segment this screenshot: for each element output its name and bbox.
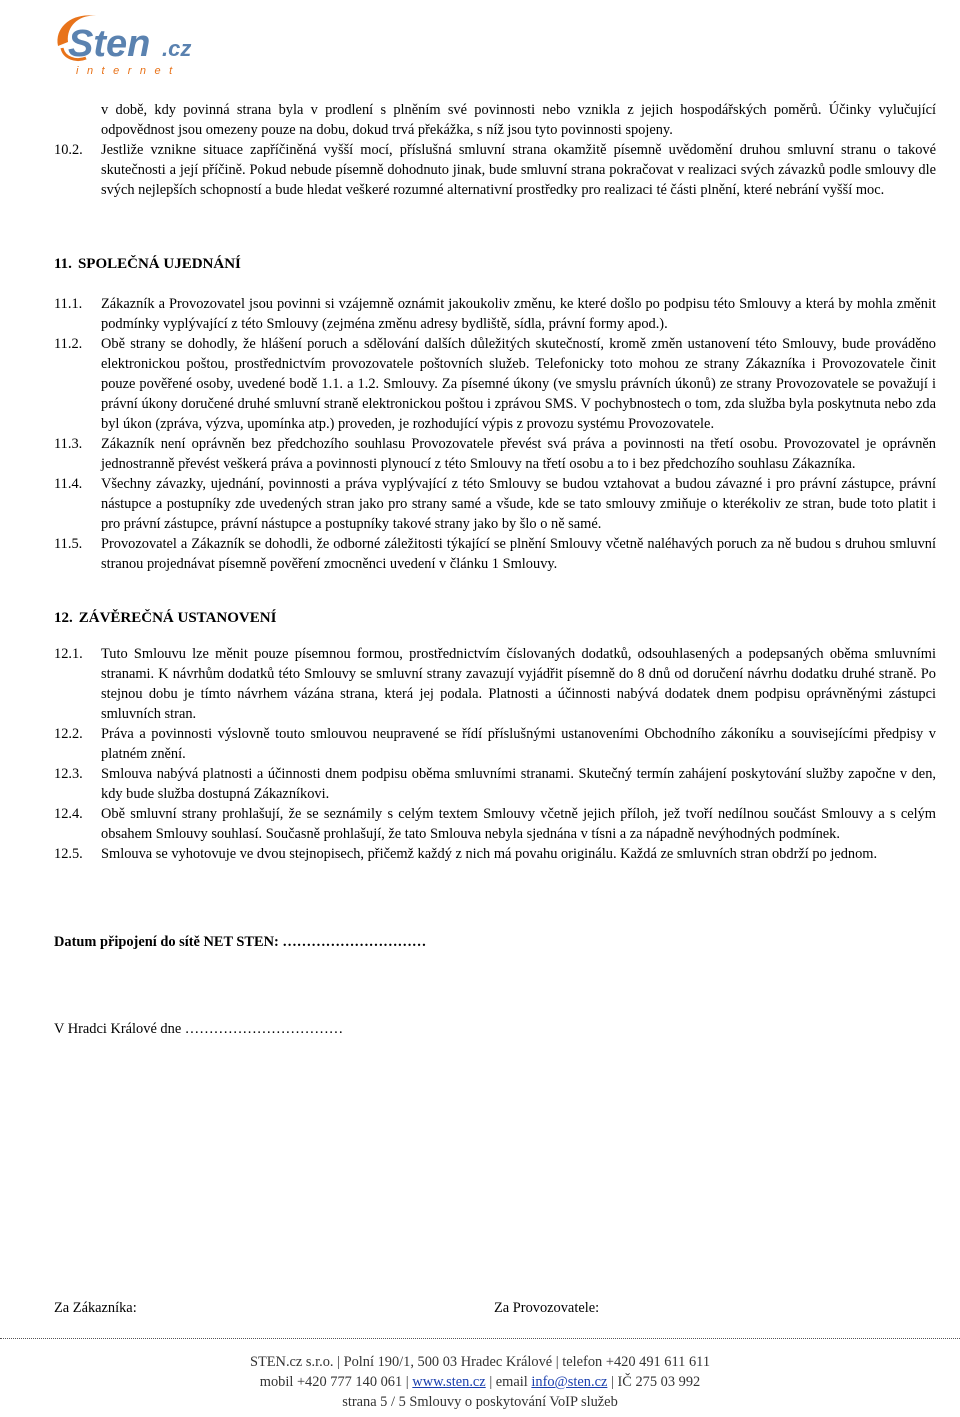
clause-12-1 <box>54 644 936 724</box>
clause-text: Obě smluvní strany prohlašují, že se seznámily s celým textem Smlouvy včetně jejich příloh, jež tvoří nedílnou součást Smlouvy a s celým obsahem Smlouvy souhlasí. Současně prohlašují, že tato Smlouva nebyla sjednána v tísni a za nápadně nevýhodných podmínek. <box>101 806 936 842</box>
clause-11-3 <box>54 434 936 474</box>
clause-number: 11.2. <box>54 336 83 352</box>
footer-contact-line <box>0 1372 960 1392</box>
footer-company-line: STEN.cz s.r.o. | Polní 190/1, 500 03 Hradec Králové | telefon +420 491 611 611 <box>249 1354 711 1370</box>
clause-text: Provozovatel a Zákazník se dohodli, že odborné záležitosti týkající se plnění Smlouvy včetně naléhavých poruch za ně budou s druhou smluvní stranou projednávat písemně pověření zmocněnci uvedení v článku 1 Smlouvy. <box>101 536 936 572</box>
clause-text: Jestliže vznikne situace zapříčiněná vyšší mocí, příslušná smluvní strana okamžitě písemně uvědomění druhou smluvní stranu o takové skutečnosti a její příčině. Pokud nebude písemně dohodnuto jinak, bude smluvní strana pokračovat v realizaci svých závazků podle smlouvy dle svých nejlepších schopností a bude hledat veškeré rozumné alternativní prostředky pro realizaci té části plnění, které nebrání vyšší moc. <box>101 142 936 198</box>
footer-email-link[interactable]: info@sten.cz <box>531 1374 608 1390</box>
section-number: 12. <box>54 610 73 626</box>
clause-11-2 <box>54 334 936 434</box>
clause-number: 11.4. <box>54 476 83 492</box>
clause-number: 10.2. <box>54 142 83 158</box>
clause-text: Zákazník není oprávněn bez předchozího souhlasu Provozovatele převést svá práva a povinnosti na třetí osobu. Provozovatel je oprávněn jednostranně převést veškerá práva a povinnosti plynoucí z této Smlouvy na třetí osobu a to i bez předchozího souhlasu Zákazníka. <box>101 436 936 472</box>
section-title: SPOLEČNÁ UJEDNÁNÍ <box>77 256 241 272</box>
section-12-heading <box>54 608 936 628</box>
clause-text: Všechny závazky, ujednání, povinnosti a práva vyplývající z této Smlouvy se budou vztahovat a budou závazné i pro právní zástupce, právní nástupce a postupníky zde uvedených stran jako pro strany samé a všude, kde se tato smlouvy zmiňuje o kterékoliv ze stran, bude toto platit i pro právní zástupce, právní nástupce a postupníky takové strany jako by šlo o ně samé. <box>101 476 936 532</box>
footer-email-label: | email <box>489 1374 528 1390</box>
svg-text:internet: internet <box>76 65 181 77</box>
connection-date-line: Datum připojení do sítě NET STEN: ………………………… <box>54 934 427 950</box>
footer-web-link[interactable]: www.sten.cz <box>412 1374 486 1390</box>
clause-text: Smlouva nabývá platnosti a účinnosti dnem podpisu oběma smluvními stranami. Skutečný termín zahájení poskytování služby započne v den, kdy bude služba dostupná Zákazníkovi. <box>101 766 936 802</box>
clause-text: Práva a povinnosti výslovně touto smlouvou neupravené se řídí příslušnými ustanoveními Obchodního zákoníku a souvisejícími předpisy v platném znění. <box>101 726 936 762</box>
clause-number: 12.5. <box>54 846 83 862</box>
svg-text:.cz: .cz <box>162 36 192 61</box>
clause-number: 11.5. <box>54 536 83 552</box>
section-11-heading <box>54 254 936 274</box>
intro-continuation: v době, kdy povinná strana byla v prodlení s plněním své povinnosti nebo vznikla z jejich hospodářských poměrů. Účinky vylučující odpovědnost jsou omezeny pouze na dobu, dokud trvá překážka, s níž jsou tyto povinnosti spojeny. <box>101 102 936 138</box>
page-footer <box>0 1352 960 1412</box>
clause-12-5 <box>54 844 936 864</box>
clause-12-4 <box>54 804 936 844</box>
section-number: 11. <box>54 256 72 272</box>
footer-ico: | IČ 275 03 992 <box>610 1374 701 1390</box>
clause-text: Smlouva se vyhotovuje ve dvou stejnopisech, přičemž každý z nich má povahu originálu. Každá ze smluvních stran obdrží po jednom. <box>101 846 878 862</box>
clause-number: 11.1. <box>54 296 83 312</box>
footer-divider <box>0 1338 960 1339</box>
sten-logo <box>52 8 212 78</box>
clause-text: Zákazník a Provozovatel jsou povinni si vzájemně oznámit jakoukoliv změnu, ke které došlo po podpisu této Smlouvy a která by mohla změnit podmínky vyplývající z této Smlouvy (zejména změnu adresy bydliště, sídla, právní formy apod.). <box>101 296 936 332</box>
svg-text:Sten: Sten <box>68 23 151 65</box>
clause-11-5 <box>54 534 936 574</box>
clause-number: 12.1. <box>54 646 83 662</box>
clause-text: Obě strany se dohodly, že hlášení poruch a sdělování dalších důležitých skutečností, kromě změn ustanovení této Smlouvy, bude prováděno elektronickou poštou, prostřednictvím provozovatele poštovních služeb. Telefonicky toto mohou ze strany Zákazníka i Provozovatele činit pouze pověřené osoby, uvedené bodě 1.1. a 1.2. Smlouvy. Za písemné úkony (ve smyslu právních úkonů) ze strany Provozovatele se považují i právní úkony doručené druhé smluvní straně elektronickou poštou i zprávou SMS. V pochybnostech o tom, zda služba byla poskytnuta nebo zda byl úkon (zpráva, výzva, upomínka atp.) proveden, je rozhodující výpis z provozu systému Provozovatele. <box>101 336 936 432</box>
clause-number: 12.4. <box>54 806 83 822</box>
clause-text: Tuto Smlouvu lze měnit pouze písemnou formou, prostřednictvím číslovaných dodatků, odsouhlasených a podepsaných oběma smluvními stranami. K návrhům dodatků této Smlouvy se smluvní strany zavazují vyjádřit písemně do 8 dnů od doručení návrhu dodatku druhé straně. Po stejnou dobu je tímto návrhem vázána strana, která jej podala. Platnosti a účinnosti nabývá dodatek dnem podpisu oprávněnými zástupci smluvních stran. <box>101 646 936 722</box>
clause-11-4 <box>54 474 936 534</box>
place-date-line: V Hradci Králové dne …………………………… <box>54 1021 344 1037</box>
clause-12-2 <box>54 724 936 764</box>
sten-logo-graphic <box>52 8 212 78</box>
clause-11-1 <box>54 294 936 334</box>
footer-mobile: mobil +420 777 140 061 | <box>259 1374 409 1390</box>
clause-12-3 <box>54 764 936 804</box>
clause-number: 11.3. <box>54 436 83 452</box>
section-title: ZÁVĚREČNÁ USTANOVENÍ <box>78 610 277 626</box>
clause-10-2 <box>54 140 936 200</box>
footer-page-line: strana 5 / 5 Smlouvy o poskytování VoIP služeb <box>342 1394 618 1410</box>
contract-page-body <box>54 100 936 1038</box>
operator-signature-label: Za Provozovatele: <box>494 1300 600 1316</box>
clause-number: 12.2. <box>54 726 83 742</box>
customer-signature-label: Za Zákazníka: <box>54 1300 137 1316</box>
clause-number: 12.3. <box>54 766 83 782</box>
